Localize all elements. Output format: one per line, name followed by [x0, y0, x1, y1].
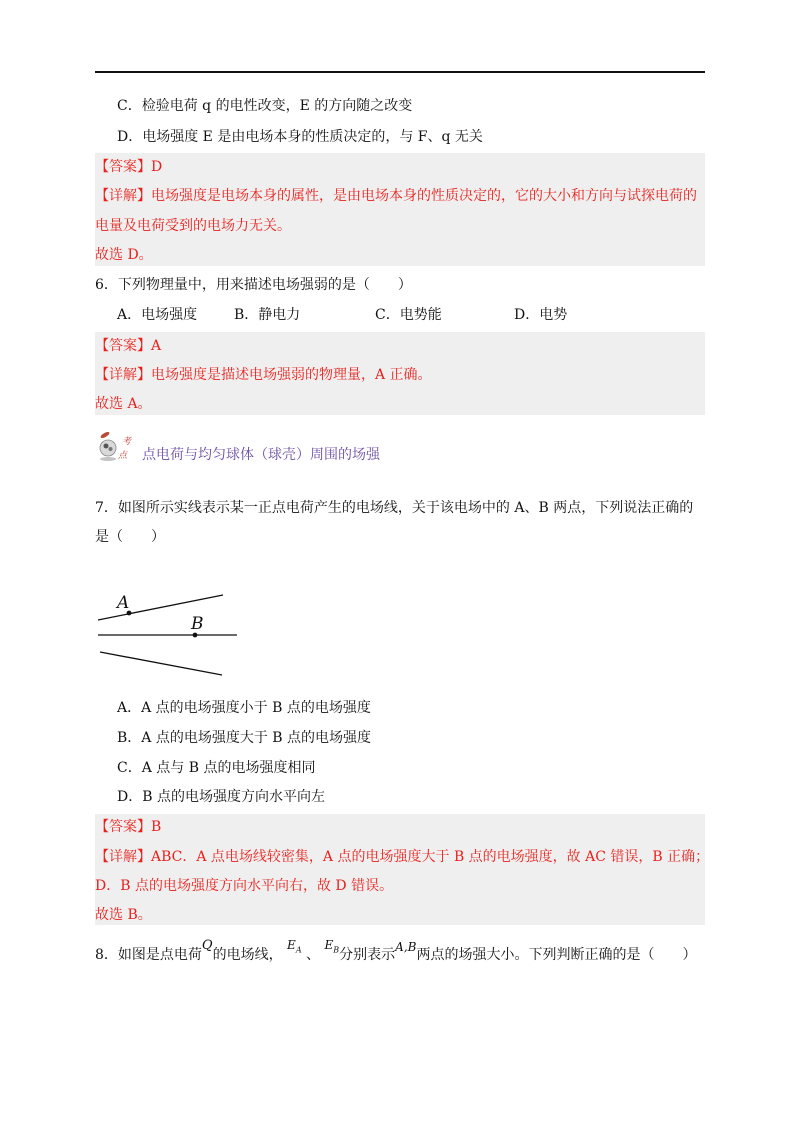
q6-answer: 【答案】A	[95, 338, 162, 354]
q6-option-d: D．电势	[514, 307, 568, 323]
q7-answer-block	[95, 814, 705, 925]
q8-stem-part4: 两点的场强大小。下列判断正确的是（ ）	[416, 947, 697, 963]
q6-conclusion: 故选 A。	[95, 396, 152, 412]
q8-points-ab: A,B	[395, 940, 417, 954]
q7-stem-line1: 7．如图所示实线表示某一正点电荷产生的电场线，关于该电场中的 A、B 两点，下列说法正确的	[95, 500, 694, 516]
q5-option-d: D．电场强度 E 是由电场本身的性质决定的，与 F、q 无关	[117, 129, 483, 145]
q5-detail-line2: 电量及电荷受到的电场力无关。	[95, 218, 291, 234]
q8-stem-part1: 8．如图是点电荷	[95, 947, 202, 963]
q8-stem-part2: 的电场线，	[212, 947, 283, 963]
q8-field-eb: $E_B$	[324, 938, 340, 955]
q7-detail-line1: 【详解】ABC．A 点电场线较密集，A 点的电场强度大于 B 点的电场强度，故 AC 错误，B 正确；	[95, 849, 710, 865]
q7-stem-line2: 是（ ）	[95, 529, 165, 545]
q7-conclusion: 故选 B。	[95, 907, 152, 923]
q8-field-ea: $E_A$	[287, 938, 302, 955]
q8-charge-q: Q	[201, 938, 213, 953]
point-b-label: B	[191, 614, 204, 634]
point-a-label: A	[117, 593, 130, 613]
q7-detail-line2: D．B 点的电场强度方向水平向右，故 D 错误。	[95, 878, 394, 894]
q6-stem: 6．下列物理量中，用来描述电场强弱的是（ ）	[95, 277, 412, 293]
field-line-lower	[100, 652, 222, 675]
q7-option-d: D．B 点的电场强度方向水平向左	[117, 789, 325, 805]
q7-option-c: C．A 点与 B 点的电场强度相同	[117, 760, 316, 776]
q6-option-b: B．静电力	[234, 307, 301, 323]
q5-answer-block	[95, 153, 705, 266]
q6-option-a: A．电场强度	[117, 307, 198, 323]
q6-option-c: C．电势能	[375, 307, 442, 323]
q7-option-b: B．A 点的电场强度大于 B 点的电场强度	[117, 730, 372, 746]
q7-answer: 【答案】B	[95, 819, 162, 835]
kaodian-badge-icon	[96, 430, 142, 464]
q7-option-a: A．A 点的电场强度小于 B 点的电场强度	[117, 700, 371, 716]
q8-separator: 、	[306, 947, 321, 963]
q6-detail: 【详解】电场强度是描述电场强弱的物理量，A 正确。	[95, 367, 432, 383]
q5-conclusion: 故选 D。	[95, 247, 153, 263]
kaodian-badge-char1: 考	[122, 437, 132, 447]
kaodian-topic: 点电荷与均匀球体（球壳）周围的场强	[142, 447, 380, 463]
q5-answer: 【答案】D	[95, 159, 163, 175]
header-rule	[95, 71, 705, 73]
kaodian-badge-char2: 点	[118, 451, 128, 461]
q5-option-c: C．检验电荷 q 的电性改变，E 的方向随之改变	[117, 98, 413, 114]
q5-detail-line1: 【详解】电场强度是电场本身的属性，是由电场本身的性质决定的，它的大小和方向与试探电荷的	[95, 188, 697, 204]
field-lines-figure	[92, 586, 242, 678]
q8-stem-part3: 分别表示	[339, 947, 396, 963]
q8-stem	[95, 938, 697, 971]
